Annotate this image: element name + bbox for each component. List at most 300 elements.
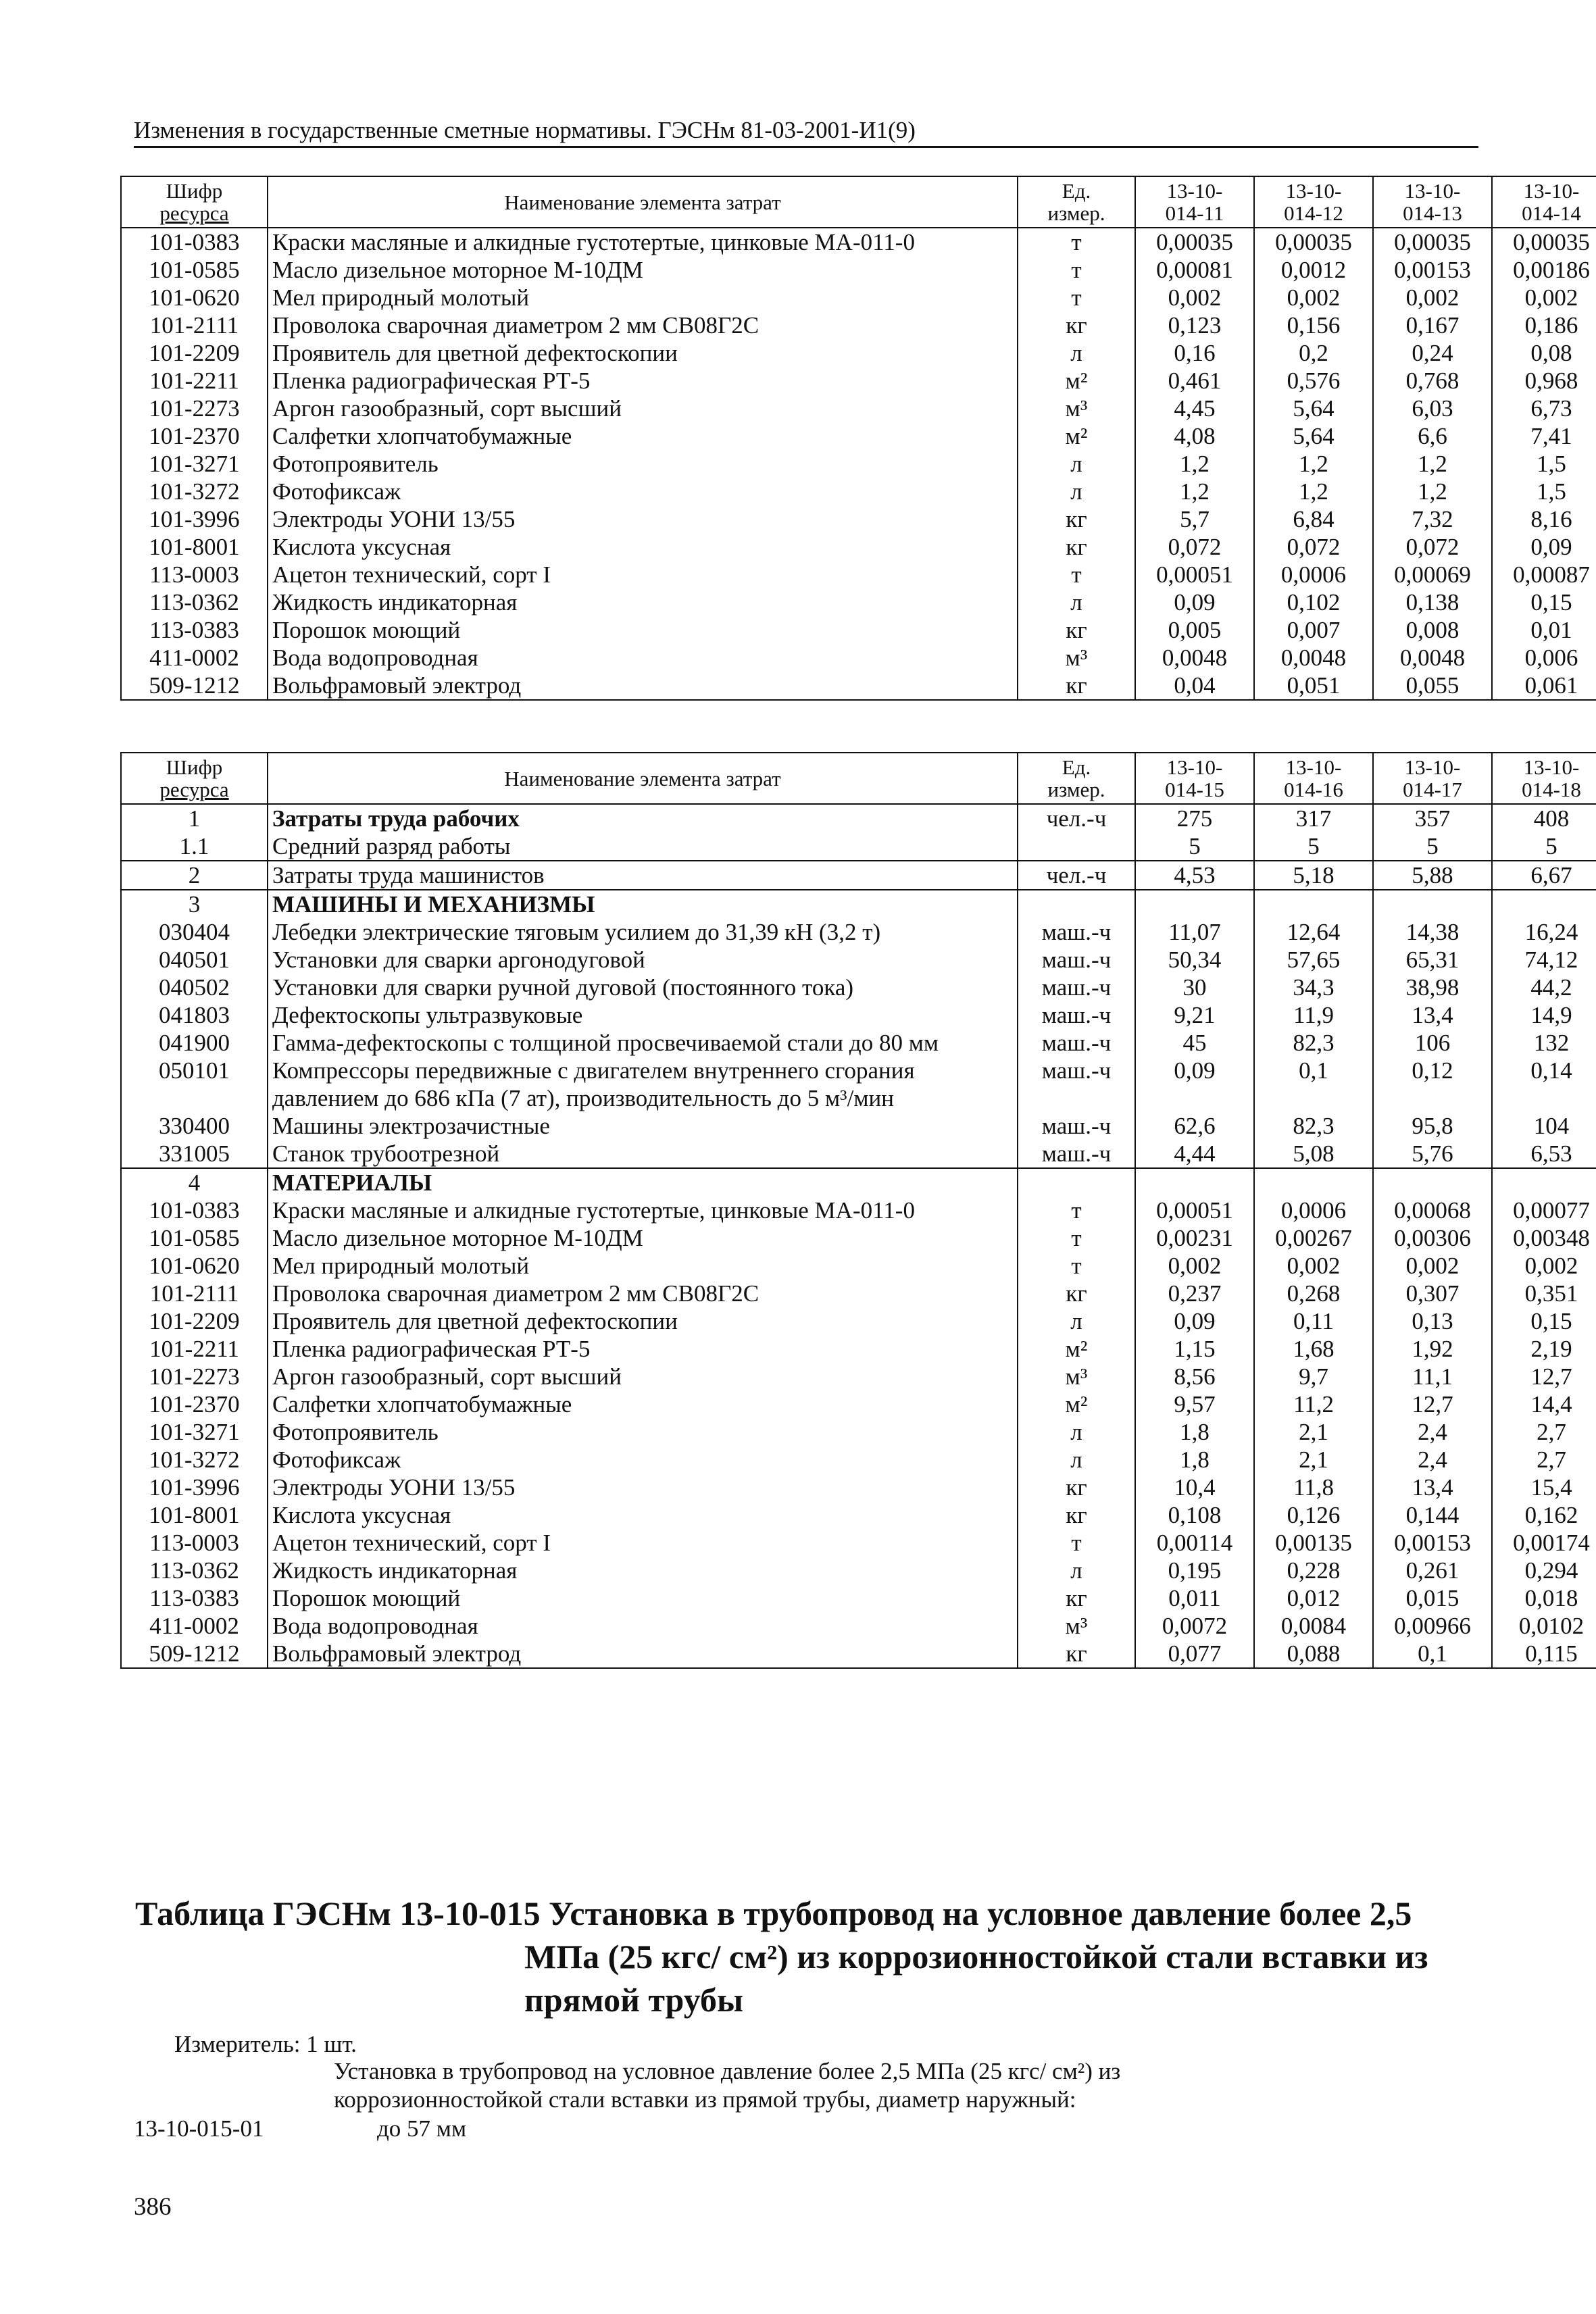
value-cell bbox=[1254, 1168, 1373, 1197]
table-row bbox=[121, 1501, 1596, 1529]
unit-cell: л bbox=[1018, 1418, 1135, 1446]
value-cell: 317 bbox=[1254, 804, 1373, 832]
table-row bbox=[121, 1390, 1596, 1418]
norm-column-header: 13-10- 014-18 bbox=[1492, 753, 1596, 804]
unit-cell: т bbox=[1018, 284, 1135, 311]
value-cell: 0,072 bbox=[1254, 533, 1373, 561]
value-cell: 12,7 bbox=[1373, 1390, 1492, 1418]
value-cell: 38,98 bbox=[1373, 974, 1492, 1001]
value-cell: 5,7 bbox=[1135, 505, 1254, 533]
value-cell: 0,015 bbox=[1373, 1584, 1492, 1612]
value-cell: 0,0084 bbox=[1254, 1612, 1373, 1640]
norm-item-row bbox=[134, 2115, 466, 2143]
value-cell: 0,072 bbox=[1135, 533, 1254, 561]
value-cell: 6,03 bbox=[1373, 395, 1492, 422]
value-cell: 0,115 bbox=[1492, 1640, 1596, 1668]
value-cell: 2,4 bbox=[1373, 1418, 1492, 1446]
value-cell: 0,1 bbox=[1373, 1640, 1492, 1668]
resource-code-cell: 101-2209 bbox=[121, 339, 268, 367]
unit-cell: т bbox=[1018, 1224, 1135, 1252]
resource-name-cell: Салфетки хлопчатобумажные bbox=[268, 422, 1018, 450]
value-cell: 1,2 bbox=[1254, 450, 1373, 478]
value-cell: 0,00966 bbox=[1373, 1612, 1492, 1640]
value-cell: 0,968 bbox=[1492, 367, 1596, 395]
value-cell: 0,2 bbox=[1254, 339, 1373, 367]
table-header-row bbox=[121, 753, 1596, 804]
page-header: Изменения в государственные сметные нормативы. ГЭСНм 81-03-2001-И1(9) bbox=[134, 116, 1478, 148]
resource-code-cell: 113-0383 bbox=[121, 1584, 268, 1612]
value-cell: 0,144 bbox=[1373, 1501, 1492, 1529]
resource-code-cell: 101-0585 bbox=[121, 256, 268, 284]
resource-name-cell: Ацетон технический, сорт I bbox=[268, 561, 1018, 588]
table-title bbox=[135, 1892, 1480, 2021]
table-row bbox=[121, 284, 1596, 311]
resource-name-cell: Электроды УОНИ 13/55 bbox=[268, 1474, 1018, 1501]
unit-cell: кг bbox=[1018, 533, 1135, 561]
value-cell: 0,0012 bbox=[1254, 256, 1373, 284]
value-cell: 5,08 bbox=[1254, 1140, 1373, 1168]
resource-table-1 bbox=[120, 176, 1596, 701]
value-cell: 0,007 bbox=[1254, 616, 1373, 644]
norm-column-header: 13-10- 014-13 bbox=[1373, 176, 1492, 228]
value-cell: 0,055 bbox=[1373, 672, 1492, 700]
value-cell: 1,5 bbox=[1492, 450, 1596, 478]
unit-cell: маш.-ч bbox=[1018, 946, 1135, 974]
value-cell: 6,53 bbox=[1492, 1140, 1596, 1168]
resource-code-cell: 3 bbox=[121, 890, 268, 918]
unit-cell: маш.-ч bbox=[1018, 918, 1135, 946]
table-row bbox=[121, 1057, 1596, 1112]
unit-column-header: Ед. измер. bbox=[1018, 753, 1135, 804]
value-cell: 1,15 bbox=[1135, 1335, 1254, 1363]
value-cell: 45 bbox=[1135, 1029, 1254, 1057]
value-cell: 0,09 bbox=[1135, 1057, 1254, 1112]
value-cell: 0,002 bbox=[1492, 284, 1596, 311]
value-cell: 11,8 bbox=[1254, 1474, 1373, 1501]
resource-code-cell: 101-3996 bbox=[121, 505, 268, 533]
resource-name-cell: Мел природный молотый bbox=[268, 284, 1018, 311]
unit-cell: м² bbox=[1018, 1390, 1135, 1418]
value-cell: 0,002 bbox=[1135, 284, 1254, 311]
value-cell: 34,3 bbox=[1254, 974, 1373, 1001]
resource-code-cell: 040502 bbox=[121, 974, 268, 1001]
value-cell: 65,31 bbox=[1373, 946, 1492, 974]
resource-name-cell: Салфетки хлопчатобумажные bbox=[268, 1390, 1018, 1418]
value-cell: 13,4 bbox=[1373, 1474, 1492, 1501]
table-row bbox=[121, 450, 1596, 478]
value-cell: 9,21 bbox=[1135, 1001, 1254, 1029]
resource-code-cell: 101-2370 bbox=[121, 422, 268, 450]
resource-name-cell: Пленка радиографическая РТ-5 bbox=[268, 367, 1018, 395]
value-cell: 408 bbox=[1492, 804, 1596, 832]
value-cell: 0,09 bbox=[1135, 588, 1254, 616]
value-cell: 0,00035 bbox=[1492, 228, 1596, 256]
value-cell: 0,00267 bbox=[1254, 1224, 1373, 1252]
value-cell: 0,002 bbox=[1373, 1252, 1492, 1280]
value-cell: 0,09 bbox=[1492, 533, 1596, 561]
value-cell: 0,0048 bbox=[1135, 644, 1254, 672]
section-row bbox=[121, 1168, 1596, 1197]
table-row bbox=[121, 1335, 1596, 1363]
unit-cell: кг bbox=[1018, 1584, 1135, 1612]
name-column-header: Наименование элемента затрат bbox=[268, 176, 1018, 228]
value-cell: 0,268 bbox=[1254, 1280, 1373, 1307]
table-row bbox=[121, 946, 1596, 974]
value-cell: 0,00174 bbox=[1492, 1529, 1596, 1557]
table-row bbox=[121, 616, 1596, 644]
unit-of-measure: Измеритель: 1 шт. bbox=[174, 2031, 357, 2057]
value-cell: 1,2 bbox=[1254, 478, 1373, 505]
value-cell: 2,7 bbox=[1492, 1446, 1596, 1474]
resource-code-cell: 113-0003 bbox=[121, 561, 268, 588]
resource-name-cell: Жидкость индикаторная bbox=[268, 1557, 1018, 1584]
resource-code-cell: 101-2111 bbox=[121, 311, 268, 339]
value-cell: 2,4 bbox=[1373, 1446, 1492, 1474]
resource-code-cell: 101-3272 bbox=[121, 478, 268, 505]
resource-name-cell: Лебедки электрические тяговым усилием до 31,39 кН (3,2 т) bbox=[268, 918, 1018, 946]
resource-name-cell: Масло дизельное моторное М-10ДМ bbox=[268, 1224, 1018, 1252]
resource-code-cell: 411-0002 bbox=[121, 1612, 268, 1640]
resource-code-cell: 101-0585 bbox=[121, 1224, 268, 1252]
value-cell: 6,73 bbox=[1492, 395, 1596, 422]
value-cell: 4,08 bbox=[1135, 422, 1254, 450]
resource-name-cell: Фотопроявитель bbox=[268, 1418, 1018, 1446]
value-cell: 0,011 bbox=[1135, 1584, 1254, 1612]
value-cell: 0,00077 bbox=[1492, 1197, 1596, 1224]
unit-cell: маш.-ч bbox=[1018, 1029, 1135, 1057]
resource-name-cell: Установки для сварки ручной дуговой (постоянного тока) bbox=[268, 974, 1018, 1001]
table-body bbox=[121, 228, 1596, 700]
value-cell: 0,0072 bbox=[1135, 1612, 1254, 1640]
value-cell: 5,76 bbox=[1373, 1140, 1492, 1168]
resource-name-cell: Затраты труда рабочих bbox=[268, 804, 1018, 832]
unit-cell: м³ bbox=[1018, 395, 1135, 422]
norm-column-header: 13-10- 014-16 bbox=[1254, 753, 1373, 804]
unit-cell: л bbox=[1018, 339, 1135, 367]
unit-cell: т bbox=[1018, 1252, 1135, 1280]
table-row bbox=[121, 1584, 1596, 1612]
value-cell: 0,186 bbox=[1492, 311, 1596, 339]
unit-cell: л bbox=[1018, 1307, 1135, 1335]
value-cell: 1,2 bbox=[1135, 450, 1254, 478]
value-cell: 0,00051 bbox=[1135, 1197, 1254, 1224]
resource-name-cell: Пленка радиографическая РТ-5 bbox=[268, 1335, 1018, 1363]
value-cell: 0,00186 bbox=[1492, 256, 1596, 284]
resource-code-cell: 101-2370 bbox=[121, 1390, 268, 1418]
table-header-row bbox=[121, 176, 1596, 228]
value-cell: 1,68 bbox=[1254, 1335, 1373, 1363]
resource-code-cell: 113-0362 bbox=[121, 1557, 268, 1584]
resource-code-cell: 113-0362 bbox=[121, 588, 268, 616]
page-number: 386 bbox=[134, 2193, 172, 2221]
resource-table-2 bbox=[120, 752, 1596, 1669]
value-cell: 0,00069 bbox=[1373, 561, 1492, 588]
resource-name-cell: Электроды УОНИ 13/55 bbox=[268, 505, 1018, 533]
value-cell: 15,4 bbox=[1492, 1474, 1596, 1501]
unit-cell: л bbox=[1018, 1446, 1135, 1474]
unit-cell: м³ bbox=[1018, 644, 1135, 672]
value-cell bbox=[1135, 890, 1254, 918]
value-cell: 0,00135 bbox=[1254, 1529, 1373, 1557]
value-cell: 0,002 bbox=[1373, 284, 1492, 311]
value-cell: 11,9 bbox=[1254, 1001, 1373, 1029]
value-cell: 0,00087 bbox=[1492, 561, 1596, 588]
work-description: Установка в трубопровод на условное давление более 2,5 МПа (25 кгс/ см²) из коррозионностойкой стали вставки из прямой трубы, диаметр наружный: bbox=[334, 2058, 1121, 2113]
unit-cell: м² bbox=[1018, 422, 1135, 450]
value-cell: 0,12 bbox=[1373, 1057, 1492, 1112]
unit-cell: т bbox=[1018, 561, 1135, 588]
value-cell: 82,3 bbox=[1254, 1112, 1373, 1140]
resource-code-cell: 101-8001 bbox=[121, 1501, 268, 1529]
table-row bbox=[121, 1140, 1596, 1168]
value-cell: 0,15 bbox=[1492, 588, 1596, 616]
resource-name-cell: Затраты труда машинистов bbox=[268, 861, 1018, 890]
value-cell: 10,4 bbox=[1135, 1474, 1254, 1501]
value-cell: 9,7 bbox=[1254, 1363, 1373, 1390]
resource-code-cell: 331005 bbox=[121, 1140, 268, 1168]
table-row bbox=[121, 644, 1596, 672]
value-cell bbox=[1373, 1168, 1492, 1197]
resource-name-cell: Фотофиксаж bbox=[268, 478, 1018, 505]
table-row bbox=[121, 1252, 1596, 1280]
value-cell: 0,294 bbox=[1492, 1557, 1596, 1584]
resource-code-cell: 041803 bbox=[121, 1001, 268, 1029]
value-cell: 8,56 bbox=[1135, 1363, 1254, 1390]
table-row bbox=[121, 1001, 1596, 1029]
code-column-header: Шифр ресурса bbox=[121, 753, 268, 804]
unit-cell: маш.-ч bbox=[1018, 1057, 1135, 1112]
table-row bbox=[121, 1529, 1596, 1557]
value-cell: 0,768 bbox=[1373, 367, 1492, 395]
value-cell: 0,061 bbox=[1492, 672, 1596, 700]
value-cell: 0,005 bbox=[1135, 616, 1254, 644]
table-row bbox=[121, 1640, 1596, 1668]
resource-code-cell: 113-0003 bbox=[121, 1529, 268, 1557]
value-cell: 14,4 bbox=[1492, 1390, 1596, 1418]
value-cell: 16,24 bbox=[1492, 918, 1596, 946]
unit-cell: т bbox=[1018, 1197, 1135, 1224]
resource-name-cell: Вольфрамовый электрод bbox=[268, 1640, 1018, 1668]
value-cell: 1,2 bbox=[1135, 478, 1254, 505]
value-cell: 1,92 bbox=[1373, 1335, 1492, 1363]
value-cell: 0,138 bbox=[1373, 588, 1492, 616]
table-row bbox=[121, 588, 1596, 616]
unit-cell: т bbox=[1018, 1529, 1135, 1557]
resource-name-cell: Станок трубоотрезной bbox=[268, 1140, 1018, 1168]
value-cell: 4,45 bbox=[1135, 395, 1254, 422]
resource-code-cell: 101-2111 bbox=[121, 1280, 268, 1307]
value-cell: 12,7 bbox=[1492, 1363, 1596, 1390]
norm-column-header: 13-10- 014-15 bbox=[1135, 753, 1254, 804]
table-row bbox=[121, 1029, 1596, 1057]
table-row bbox=[121, 256, 1596, 284]
value-cell: 7,32 bbox=[1373, 505, 1492, 533]
resource-code-cell: 101-2209 bbox=[121, 1307, 268, 1335]
unit-cell: маш.-ч bbox=[1018, 974, 1135, 1001]
section-row bbox=[121, 890, 1596, 918]
value-cell: 11,07 bbox=[1135, 918, 1254, 946]
value-cell: 0,00081 bbox=[1135, 256, 1254, 284]
table-row bbox=[121, 561, 1596, 588]
value-cell: 0,15 bbox=[1492, 1307, 1596, 1335]
value-cell bbox=[1373, 890, 1492, 918]
resource-code-cell: 1 bbox=[121, 804, 268, 832]
resource-code-cell: 1.1 bbox=[121, 832, 268, 861]
table-row bbox=[121, 861, 1596, 890]
resource-name-cell: Проявитель для цветной дефектоскопии bbox=[268, 1307, 1018, 1335]
value-cell: 30 bbox=[1135, 974, 1254, 1001]
value-cell: 0,09 bbox=[1135, 1307, 1254, 1335]
unit-cell: маш.-ч bbox=[1018, 1140, 1135, 1168]
resource-code-cell: 101-0620 bbox=[121, 284, 268, 311]
resource-code-cell: 050101 bbox=[121, 1057, 268, 1112]
unit-cell: кг bbox=[1018, 616, 1135, 644]
table-row bbox=[121, 422, 1596, 450]
resource-name-cell: Компрессоры передвижные с двигателем внутреннего сгорания давлением до 686 кПа (7 ат), производительность до 5 м³/мин bbox=[268, 1057, 1018, 1112]
resource-code-cell: 2 bbox=[121, 861, 268, 890]
resource-code-cell: 101-0383 bbox=[121, 1197, 268, 1224]
value-cell: 0,13 bbox=[1373, 1307, 1492, 1335]
value-cell: 6,67 bbox=[1492, 861, 1596, 890]
value-cell: 0,11 bbox=[1254, 1307, 1373, 1335]
value-cell: 0,00153 bbox=[1373, 1529, 1492, 1557]
resource-code-cell: 113-0383 bbox=[121, 616, 268, 644]
value-cell: 0,162 bbox=[1492, 1501, 1596, 1529]
table-row bbox=[121, 478, 1596, 505]
value-cell: 0,002 bbox=[1254, 1252, 1373, 1280]
resource-name-cell: Вольфрамовый электрод bbox=[268, 672, 1018, 700]
value-cell: 0,08 bbox=[1492, 339, 1596, 367]
value-cell: 0,04 bbox=[1135, 672, 1254, 700]
value-cell: 5 bbox=[1373, 832, 1492, 861]
norm-column-header: 13-10- 014-17 bbox=[1373, 753, 1492, 804]
value-cell: 7,41 bbox=[1492, 422, 1596, 450]
unit-cell: чел.-ч bbox=[1018, 804, 1135, 832]
table-body bbox=[121, 804, 1596, 1668]
table-row bbox=[121, 1418, 1596, 1446]
resource-name-cell: Гамма-дефектоскопы с толщиной просвечиваемой стали до 80 мм bbox=[268, 1029, 1018, 1057]
value-cell: 104 bbox=[1492, 1112, 1596, 1140]
resource-name-cell: Аргон газообразный, сорт высший bbox=[268, 395, 1018, 422]
value-cell: 1,2 bbox=[1373, 450, 1492, 478]
value-cell: 0,00051 bbox=[1135, 561, 1254, 588]
resource-name-cell: Аргон газообразный, сорт высший bbox=[268, 1363, 1018, 1390]
table-row bbox=[121, 1446, 1596, 1474]
table-row bbox=[121, 228, 1596, 256]
value-cell: 0,576 bbox=[1254, 367, 1373, 395]
resource-code-cell: 101-3272 bbox=[121, 1446, 268, 1474]
value-cell: 1,5 bbox=[1492, 478, 1596, 505]
value-cell: 0,088 bbox=[1254, 1640, 1373, 1668]
unit-cell: м³ bbox=[1018, 1363, 1135, 1390]
unit-cell bbox=[1018, 1168, 1135, 1197]
table-row bbox=[121, 505, 1596, 533]
table-row bbox=[121, 395, 1596, 422]
value-cell: 0,0048 bbox=[1254, 644, 1373, 672]
value-cell: 0,126 bbox=[1254, 1501, 1373, 1529]
value-cell: 11,2 bbox=[1254, 1390, 1373, 1418]
table-row bbox=[121, 367, 1596, 395]
value-cell: 0,24 bbox=[1373, 339, 1492, 367]
unit-cell: т bbox=[1018, 256, 1135, 284]
unit-cell bbox=[1018, 890, 1135, 918]
value-cell: 0,018 bbox=[1492, 1584, 1596, 1612]
value-cell: 14,38 bbox=[1373, 918, 1492, 946]
table-row bbox=[121, 1307, 1596, 1335]
unit-cell: л bbox=[1018, 478, 1135, 505]
unit-cell: кг bbox=[1018, 1280, 1135, 1307]
resource-code-cell: 411-0002 bbox=[121, 644, 268, 672]
resource-name-cell: Краски масляные и алкидные густотертые, цинковые МА-011-0 bbox=[268, 1197, 1018, 1224]
norm-column-header: 13-10- 014-11 bbox=[1135, 176, 1254, 228]
unit-cell: кг bbox=[1018, 311, 1135, 339]
value-cell: 9,57 bbox=[1135, 1390, 1254, 1418]
resource-name-cell: Машины электрозачистные bbox=[268, 1112, 1018, 1140]
value-cell: 5 bbox=[1135, 832, 1254, 861]
value-cell: 5 bbox=[1254, 832, 1373, 861]
value-cell: 13,4 bbox=[1373, 1001, 1492, 1029]
value-cell: 0,00114 bbox=[1135, 1529, 1254, 1557]
unit-cell: кг bbox=[1018, 505, 1135, 533]
value-cell: 95,8 bbox=[1373, 1112, 1492, 1140]
unit-cell: кг bbox=[1018, 672, 1135, 700]
value-cell: 0,1 bbox=[1254, 1057, 1373, 1112]
value-cell: 0,00231 bbox=[1135, 1224, 1254, 1252]
resource-code-cell: 101-3996 bbox=[121, 1474, 268, 1501]
resource-code-cell: 041900 bbox=[121, 1029, 268, 1057]
norm-column-header: 13-10- 014-12 bbox=[1254, 176, 1373, 228]
value-cell: 74,12 bbox=[1492, 946, 1596, 974]
value-cell: 5,64 bbox=[1254, 395, 1373, 422]
value-cell: 1,8 bbox=[1135, 1418, 1254, 1446]
value-cell: 1,8 bbox=[1135, 1446, 1254, 1474]
table-row bbox=[121, 1112, 1596, 1140]
resource-code-cell: 030404 bbox=[121, 918, 268, 946]
table-row bbox=[121, 1280, 1596, 1307]
value-cell: 0,002 bbox=[1135, 1252, 1254, 1280]
resource-name-cell: Проволока сварочная диаметром 2 мм СВ08Г2С bbox=[268, 311, 1018, 339]
value-cell: 0,00035 bbox=[1373, 228, 1492, 256]
unit-cell: чел.-ч bbox=[1018, 861, 1135, 890]
value-cell: 0,307 bbox=[1373, 1280, 1492, 1307]
value-cell: 0,00035 bbox=[1254, 228, 1373, 256]
value-cell: 14,9 bbox=[1492, 1001, 1596, 1029]
resource-code-cell: 101-2211 bbox=[121, 1335, 268, 1363]
resource-name-cell: Масло дизельное моторное М-10ДМ bbox=[268, 256, 1018, 284]
table-row bbox=[121, 1197, 1596, 1224]
value-cell: 0,01 bbox=[1492, 616, 1596, 644]
resource-code-cell: 101-0383 bbox=[121, 228, 268, 256]
value-cell: 357 bbox=[1373, 804, 1492, 832]
table-row bbox=[121, 1363, 1596, 1390]
resource-name-cell: Проволока сварочная диаметром 2 мм СВ08Г2С bbox=[268, 1280, 1018, 1307]
value-cell: 0,14 bbox=[1492, 1057, 1596, 1112]
unit-cell: м³ bbox=[1018, 1612, 1135, 1640]
code-column-header: Шифр ресурса bbox=[121, 176, 268, 228]
value-cell: 0,0006 bbox=[1254, 561, 1373, 588]
unit-cell: м² bbox=[1018, 1335, 1135, 1363]
resource-code-cell: 509-1212 bbox=[121, 1640, 268, 1668]
value-cell: 57,65 bbox=[1254, 946, 1373, 974]
unit-cell: л bbox=[1018, 588, 1135, 616]
value-cell: 0,00035 bbox=[1135, 228, 1254, 256]
resource-name-cell: Краски масляные и алкидные густотертые, цинковые МА-011-0 bbox=[268, 228, 1018, 256]
value-cell bbox=[1492, 1168, 1596, 1197]
table-row bbox=[121, 918, 1596, 946]
unit-cell: кг bbox=[1018, 1640, 1135, 1668]
value-cell: 0,00306 bbox=[1373, 1224, 1492, 1252]
resource-name-cell: Фотофиксаж bbox=[268, 1446, 1018, 1474]
